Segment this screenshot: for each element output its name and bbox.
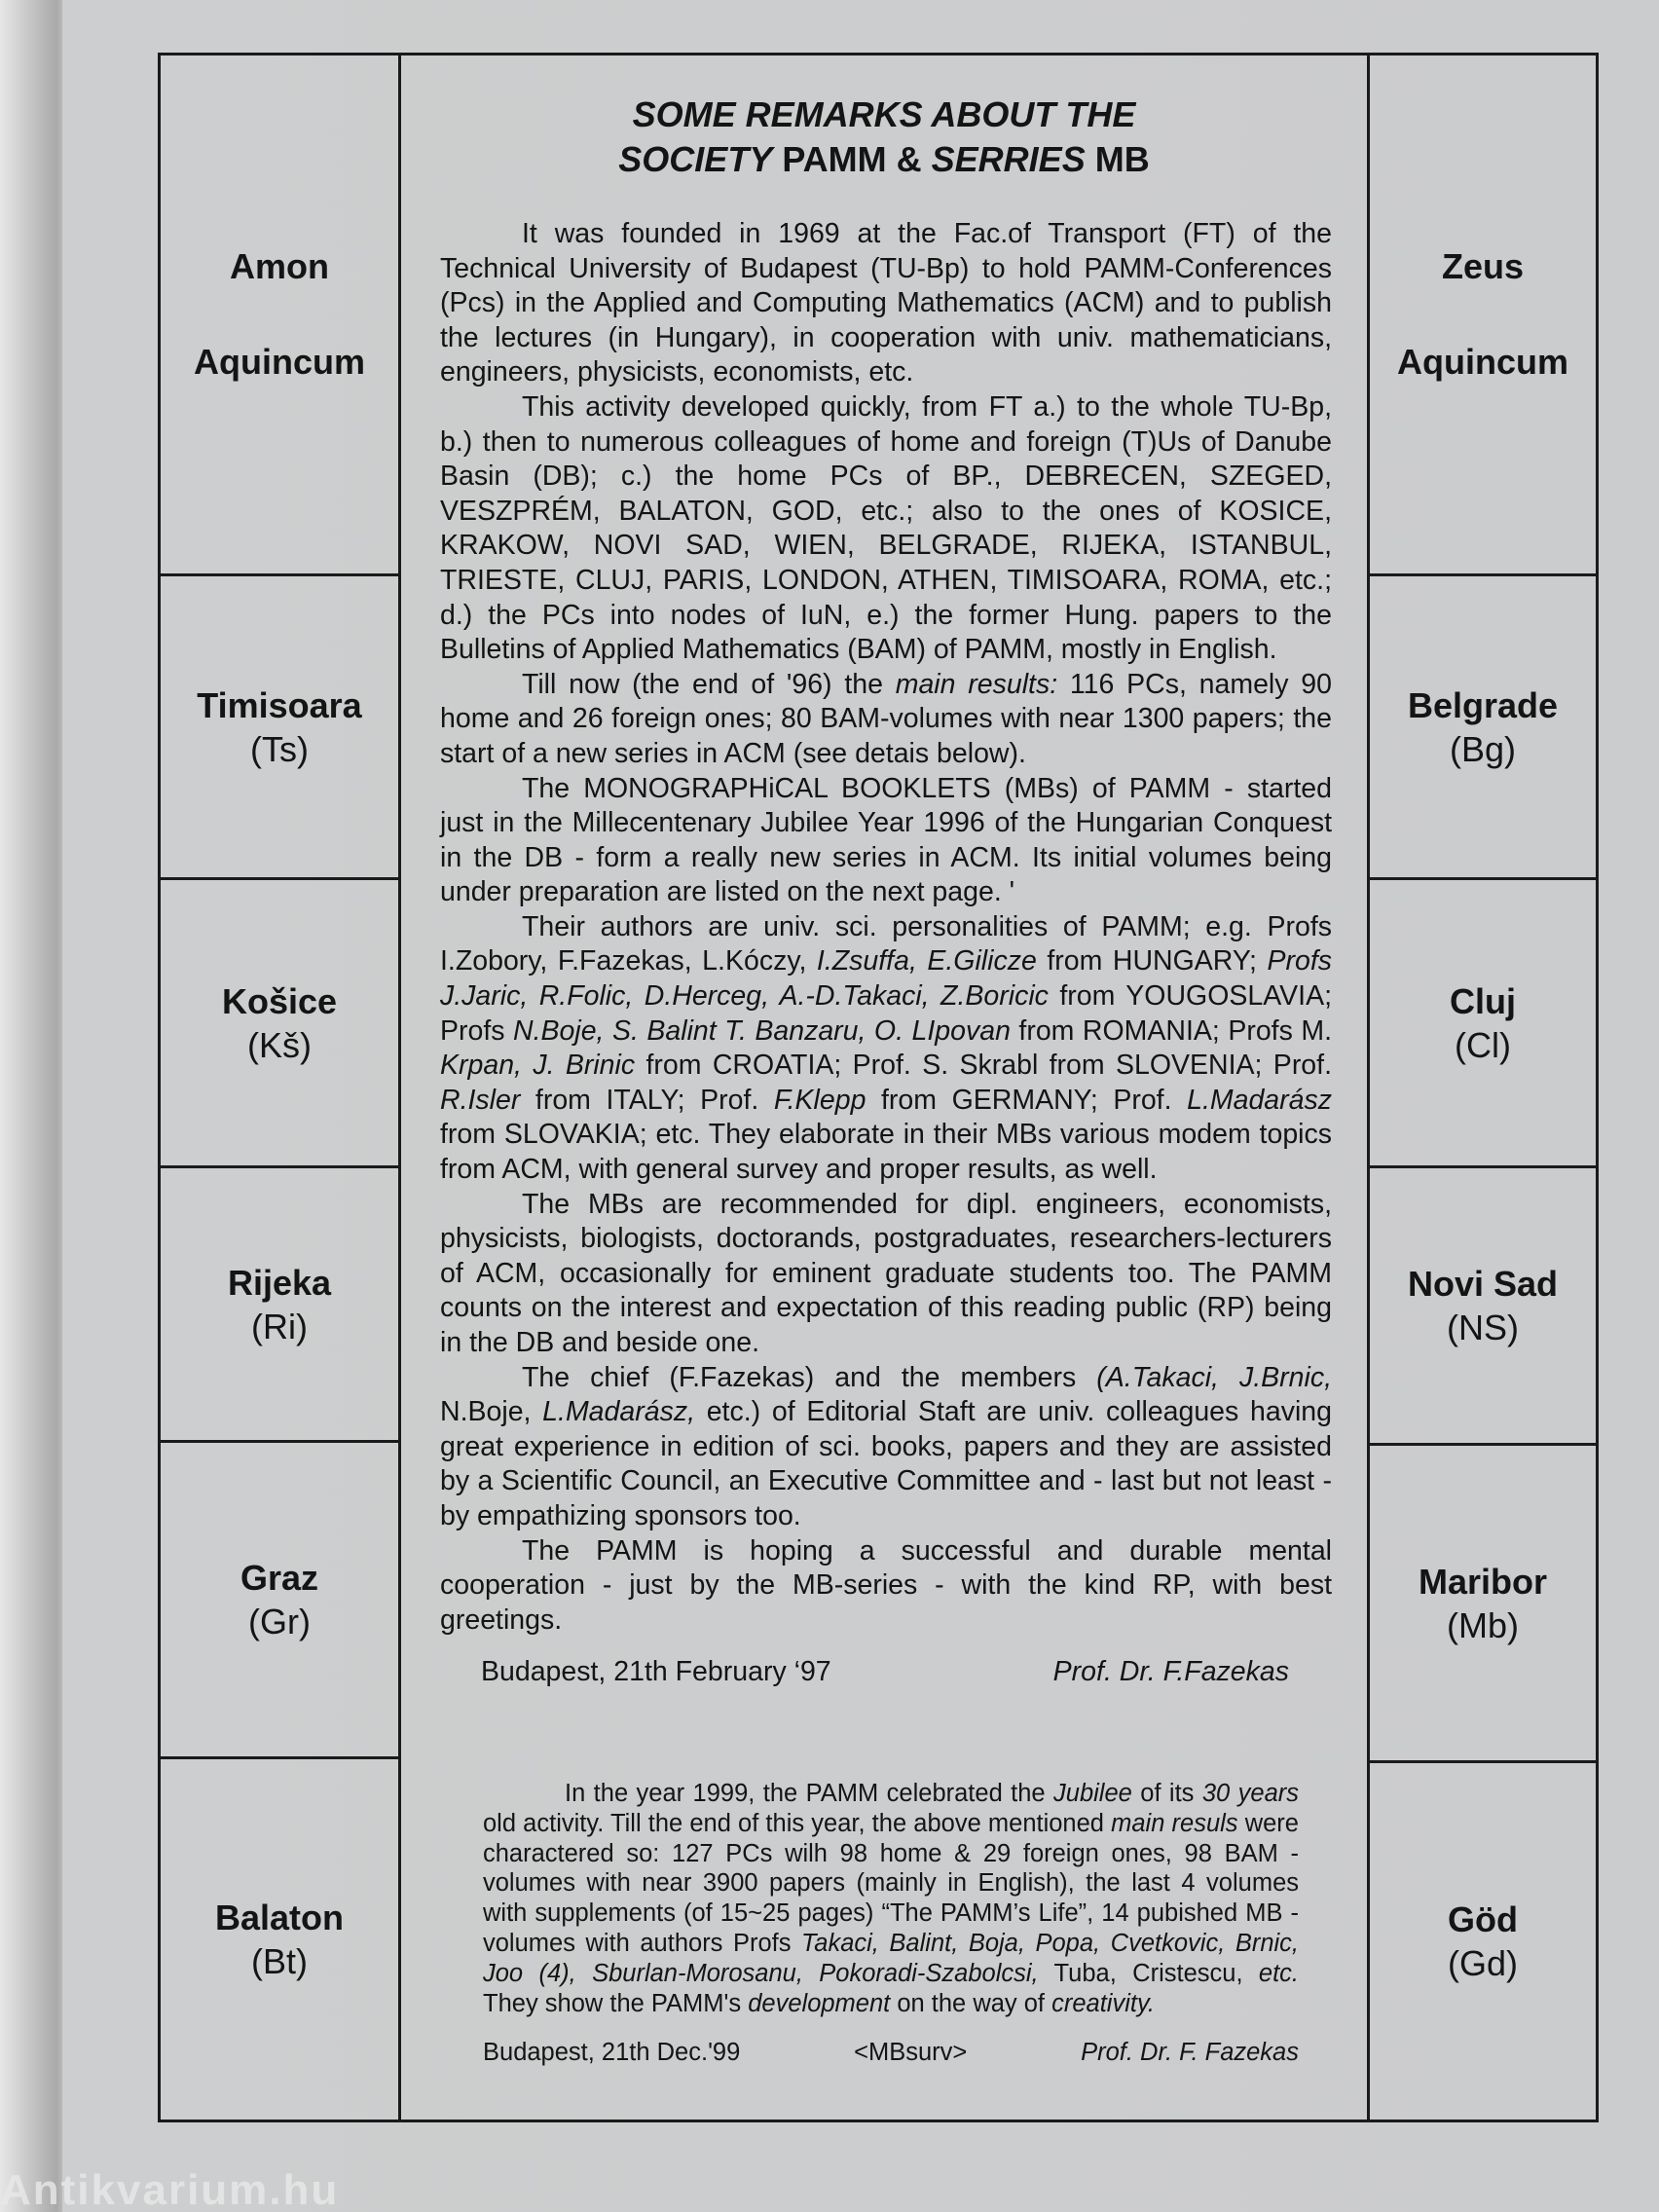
right-abbr-4: (NS) (1447, 1308, 1519, 1347)
left-abbr-5: (Gr) (248, 1602, 311, 1641)
right-city-column (1367, 55, 1596, 2120)
paragraph-6: The MBs are recommended for dipl. engineers, economists, physicists, biologists, doctorands, postgraduates, researchers-lecturers of ACM, occasionally for eminent graduate students too. The PAMM counts on the interest and expectation of this reading public (RP) being in the DB and beside one. (440, 1188, 1332, 1358)
right-city-1: Zeus (1441, 246, 1525, 286)
left-city-1-second: Aquincum (194, 342, 365, 382)
right-abbr-6: (Gd) (1448, 1943, 1518, 1983)
title-line-1: SOME REMARKS ABOUT THE (632, 94, 1136, 134)
paragraph-8: The PAMM is hoping a successful and durable mental cooperation - just by the MB-series - with the kind RP, with best greetings. (440, 1534, 1332, 1636)
note-signature-line (483, 2038, 1299, 2067)
left-abbr-3: (Kš) (247, 1024, 312, 1065)
left-abbr-2: (Ts) (250, 728, 309, 769)
paragraph-7: The chief (F.Fazekas) and the members (A.Takaci, J.Brnic, N.Boje, L.Madarász, etc.) of Editorial Staft are univ. colleagues having great experience in edition of sci. books, papers and they are assisted by a Scientific Council, an Executive Committee and - last but not least - by empathizing sponsors too. (440, 1361, 1332, 1531)
left-cell-5 (161, 1443, 398, 1759)
right-cell-5 (1370, 1446, 1596, 1763)
title-mb: MB (1085, 139, 1150, 179)
left-cell-1 (161, 55, 398, 576)
right-city-4: Novi Sad (1407, 1264, 1559, 1304)
watermark-text: Antikvarium.hu (0, 2169, 340, 2212)
left-city-5: Graz (240, 1558, 319, 1598)
left-city-column (161, 55, 401, 2120)
page-title (401, 92, 1367, 182)
paragraph-4: The MONOGRAPHiCAL BOOKLETS (MBs) of PAMM - started just in the Millecentenary Jubilee Year 1996 of the Hungarian Conquest in the DB - form a really new series in ACM. Its initial volumes being under preparation are listed on the next page. ' (440, 772, 1332, 908)
right-cell-3 (1370, 880, 1596, 1168)
title-serries: SERRIES (931, 139, 1086, 179)
title-society: SOCIETY (618, 139, 773, 179)
paragraph-2: This activity developed quickly, from FT a.) to the whole TU-Bp, b.) then to numerous colleagues of home and foreign (T)Us of Danube Basin (DB); c.) the home PCs of BP., DEBRECEN, SZEGED, VESZPRÉM, BALATON, GOD, etc.; also to the ones of KOSICE, KRAKOW, NOVI SAD, WIEN, BELGRADE, RIJEKA, ISTANBUL, TRIESTE, CLUJ, PARIS, LONDON, ATHEN, TIMISOARA, ROMA, etc.; d.) the PCs into nodes of IuN, e.) the former Hung. papers to the Bulletins of Applied Mathematics (BAM) of PAMM, mostly in English. (440, 390, 1332, 666)
right-city-2: Belgrade (1407, 684, 1559, 725)
left-abbr-4: (Ri) (251, 1306, 308, 1346)
right-city-6: Göd (1448, 1899, 1518, 1939)
left-city-4: Rijeka (227, 1262, 332, 1303)
book-spine-edge (0, 0, 62, 2212)
note-signature-name: Prof. Dr. F. Fazekas (1081, 2039, 1299, 2067)
left-cell-2 (161, 576, 398, 880)
left-abbr-6: (Bt) (251, 1941, 308, 1981)
right-city-3: Cluj (1450, 980, 1516, 1021)
jubilee-note (483, 1779, 1299, 2067)
right-city-1-second: Aquincum (1397, 342, 1568, 382)
paragraph-5: Their authors are univ. sci. personalities of PAMM; e.g. Profs I.Zobory, F.Fazekas, L.Kóczy, I.Zsuffa, E.Gilicze from HUNGARY; Profs J.Jaric, R.Folic, D.Herceg, A.-D.Takaci, Z.Boricic from YOUGOSLAVIA; Profs N.Boje, S. Balint T. Banzaru, O. LIpovan from ROMANIA; Profs M. Krpan, J. Brinic from CROATIA; Prof. S. Skrabl from SLOVENIA; Prof. R.Isler from ITALY; Prof. F.Klepp from GERMANY; Prof. L.Madarász from SLOVAKIA; etc. They elaborate in their MBs various modem topics from ACM, with general survey and proper results, as well. (440, 910, 1333, 1186)
signature-line (440, 1655, 1332, 1688)
note-paragraph: In the year 1999, the PAMM celebrated the Jubilee of its 30 years old activity. Till the end of this year, the above mentioned main resuls were charactered so: 127 PCs wilh 98 home & 29 foreign ones, 98 BAM - volumes with near 3900 papers (mainly in English), the last 4 volumes with supplements (of 15~25 pages) “The PAMM’s Life”, 14 pubished MB - volumes with authors Profs Takaci, Balint, Boja, Popa, Cvetkovic, Brnic, Joo (4), Sburlan-Morosanu, Pokoradi-Szabolcsi, Tuba, Cristescu, etc. They show the PAMM's development on the way of creativity. (483, 1780, 1299, 2017)
left-city-6: Balaton (214, 1898, 344, 1937)
left-cell-3 (161, 880, 398, 1168)
right-cell-4 (1370, 1168, 1596, 1446)
left-city-2: Timisoara (197, 684, 362, 725)
left-city-1: Amon (230, 246, 329, 286)
title-pamm: PAMM & (772, 139, 932, 179)
paragraph-3: Till now (the end of '96) the main results: 116 PCs, namely 90 home and 26 foreign ones; 80 BAM-volumes with near 1300 papers; the start of a new series in ACM (see detais below). (440, 668, 1332, 769)
paragraph-1: It was founded in 1969 at the Fac.of Transport (FT) of the Technical University of Budapest (TU-Bp) to hold PAMM-Conferences (Pcs) in the Applied and Computing Mathematics (ACM) and to publish the lectures (in Hungary), in cooperation with univ. mathematicians, engineers, physicists, economists, etc. (440, 218, 1332, 388)
body-text (440, 217, 1332, 1688)
title-line-2 (401, 137, 1367, 182)
right-cell-6 (1370, 1763, 1596, 2120)
note-signature-place-date: Budapest, 21th Dec.'99 (483, 2039, 741, 2067)
right-abbr-5: (Mb) (1447, 1604, 1519, 1645)
right-abbr-2: (Bg) (1449, 728, 1516, 769)
left-cell-6 (161, 1759, 398, 2120)
signature-place-date: Budapest, 21th February ‘97 (481, 1656, 831, 1688)
main-text-column (401, 55, 1367, 2120)
right-cell-1 (1370, 55, 1596, 576)
left-cell-4 (161, 1168, 398, 1443)
note-signature-code: <MBsurv> (854, 2039, 968, 2067)
right-abbr-3: (Cl) (1455, 1024, 1511, 1065)
right-city-5: Maribor (1418, 1561, 1547, 1602)
left-city-3: Košice (221, 980, 338, 1021)
right-cell-2 (1370, 576, 1596, 880)
signature-name: Prof. Dr. F.Fazekas (1052, 1656, 1289, 1688)
document-frame (158, 53, 1599, 2122)
